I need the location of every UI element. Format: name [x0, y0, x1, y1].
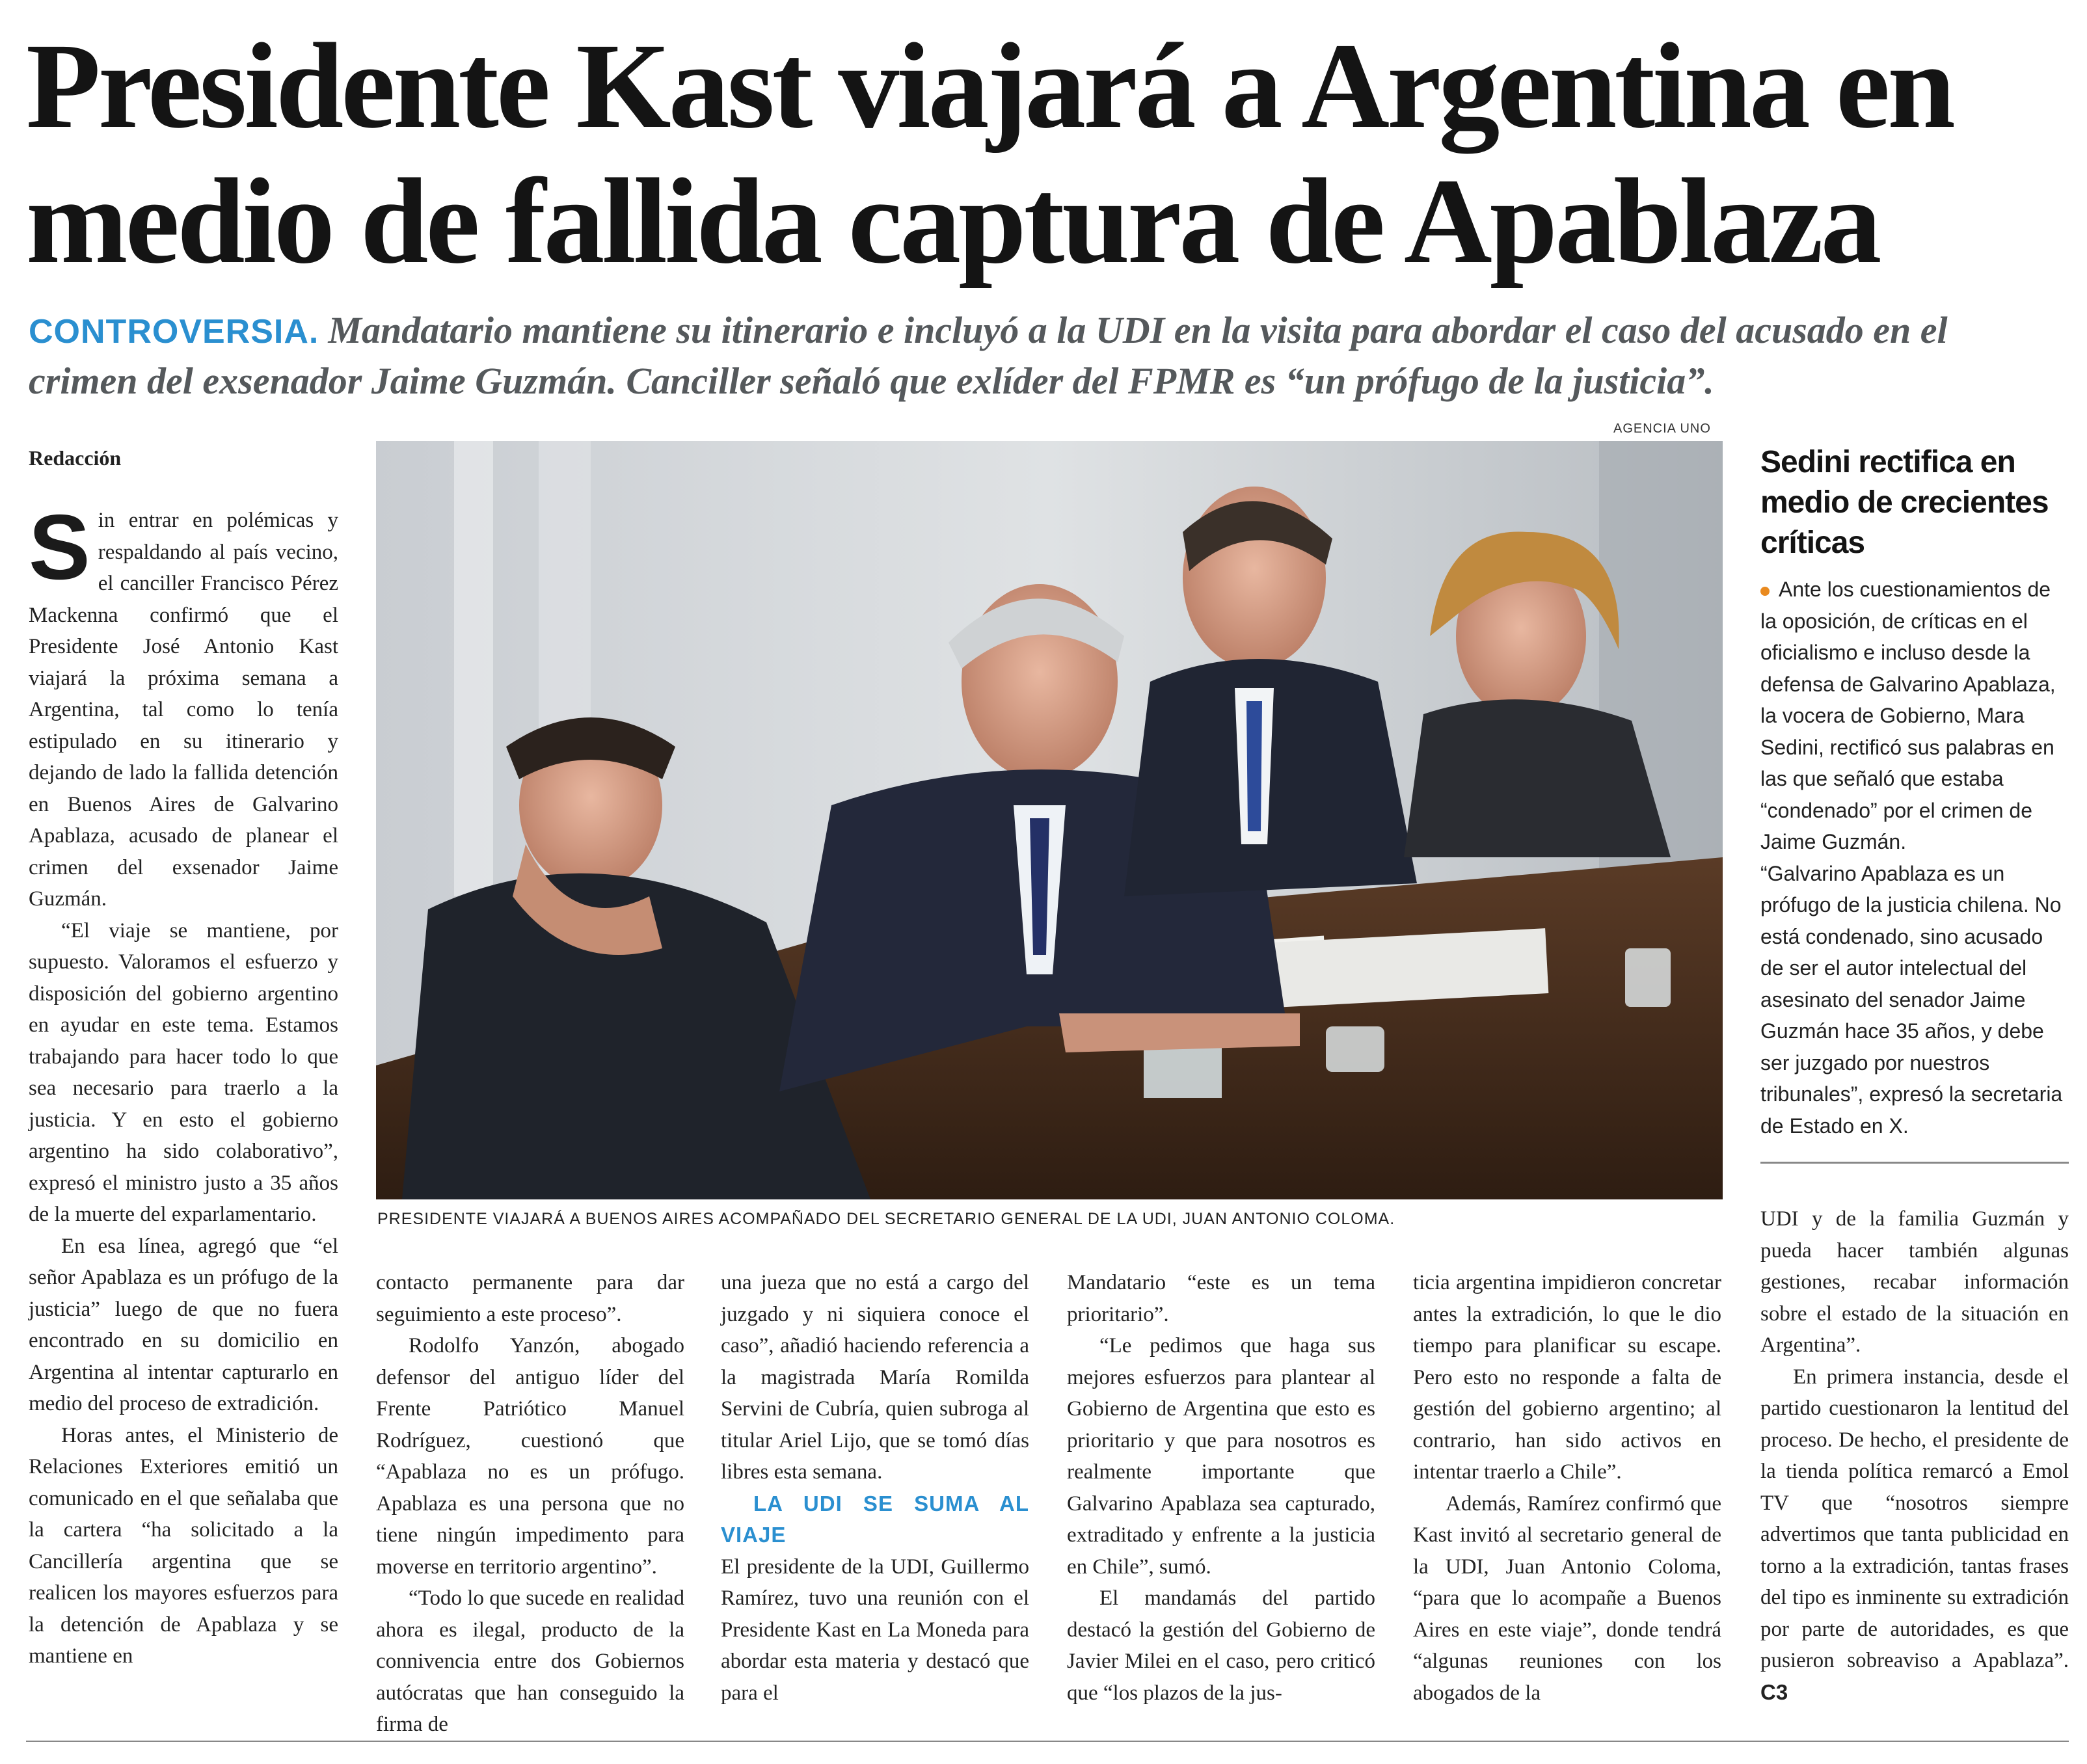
article-column-5 — [1413, 1267, 1721, 1709]
drop-cap: S — [29, 496, 90, 599]
sidebar-paragraph: “Galvarino Apablaza es un prófugo de la justicia chilena. No está condenado, sino acusado de ser el autor intelectual del asesinato del senador Jaime Guzmán hace 35 años, y debe ser juzgado por nuestros tribunales”, expresó la secretaria de Estado en X. — [1760, 861, 2063, 1138]
deck — [29, 306, 2045, 406]
paragraph: contacto permanente para dar seguimiento a este proceso”. — [376, 1271, 684, 1326]
lead-paragraph — [29, 496, 338, 915]
lead-text: in entrar en polémicas y respaldando al país vecino, el canciller Francisco Pérez Mackenna confirmó que el Presidente José Antonio Kast viajará la próxima semana a Argentina, tal como lo tenía estipulado en su itinerario y dejando de lado la fallida detención en Buenos Aires de Galvarino Apablaza, acusado de planear el crimen del exsenador Jaime Guzmán. — [29, 509, 338, 911]
paragraph — [1760, 1361, 2069, 1709]
paragraph: El presidente de la UDI, Guillermo Ramírez, tuvo una reunión con el Presidente Kast en La Moneda para abordar esta materia y destacó que para el — [721, 1555, 1029, 1705]
end-mark: C3 — [1760, 1679, 1788, 1704]
article-column-6 — [1760, 1203, 2069, 1709]
sidebar-divider — [1760, 1162, 2069, 1164]
paragraph: ticia argentina impidieron concretar antes la extradición, lo que le dio tiempo para planificar su escape. Pero esto no responde a falta de gestión del gobierno argentino; al contrario, han sido activos en intentar traerlo a Chile”. — [1413, 1271, 1721, 1484]
sidebar-body — [1760, 574, 2066, 1142]
paragraph: Rodolfo Yanzón, abogado defensor del antiguo líder del Frente Patriótico Manuel Rodríguez, cuestionó que “Apablaza no es un prófugo. Apablaza es una persona que no tiene ningún impedimento para moverse en territorio argentino”. — [376, 1334, 684, 1579]
sidebar-text: Ante los cuestionamientos de la oposición, de críticas en el oficialismo e incluso desde la defensa de Galvarino Apablaza, la vocera de Gobierno, Mara Sedini, rectificó sus palabras en las que señaló que estaba “condenado” por el crimen de Jaime Guzmán. — [1760, 578, 2056, 853]
photo-caption: PRESIDENTE VIAJARÁ A BUENOS AIRES ACOMPAÑADO DEL SECRETARIO GENERAL DE LA UDI, JUAN ANTONIO COLOMA. — [377, 1210, 1395, 1228]
paragraph: El mandamás del partido destacó la gestión del Gobierno de Javier Milei en el caso, pero criticó que “los plazos de la jus- — [1067, 1586, 1375, 1705]
paragraph: Horas antes, el Ministerio de Relaciones Exteriores emitió un comunicado en el que señalaba que la cartera “ha solicitado a la Cancillería argentina que se realicen los mayores esfuerzos para la detención de Apablaza y se mantiene en — [29, 1423, 338, 1668]
headline: Presidente Kast viajará a Argentina en medio de fallida captura de Apablaza — [26, 18, 1953, 289]
paragraph-text: En primera instancia, desde el partido cuestionaron la lentitud del proceso. De hecho, el presidente de la tienda política remarcó a Emol TV que “nosotros siempre advertimos que tanta publicidad en torno a la extradición, tantas frases del tipo es inminente su extradición por parte de autoridades, es que pusieron sobreaviso a Apablaza”. — [1760, 1365, 2069, 1672]
article-column-3 — [721, 1267, 1029, 1709]
paragraph: “Todo lo que sucede en realidad ahora es ilegal, producto de la connivencia entre dos Gobiernos autócratas que han conseguido la firma de — [376, 1586, 684, 1736]
deck-kicker: CONTROVERSIA. — [29, 313, 319, 351]
paragraph: En esa línea, agregó que “el señor Apablaza es un prófugo de la justicia” luego de que no fuera encontrado en su domicilio en Argentina al intentar capturarlo en medio del proceso de extradición. — [29, 1234, 338, 1415]
bottom-rule — [26, 1741, 2069, 1742]
paragraph: “Le pedimos que haga sus mejores esfuerzos para plantear al Gobierno de Argentina que esto es prioritario y que para nosotros es realmente importante que Galvarino Apablaza sea capturado, extraditado y enfrente a la justicia en Chile”, sumó. — [1067, 1334, 1375, 1579]
paragraph: Además, Ramírez confirmó que Kast invitó al secretario general de la UDI, Juan Antonio Coloma, “para que lo acompañe a Buenos Aires en este viaje”, donde tendrá “algunas reuniones con los abogados de la — [1413, 1491, 1721, 1705]
sidebar-paragraph — [1760, 574, 2066, 858]
paragraph: “El viaje se mantiene, por supuesto. Valoramos el esfuerzo y disposición del gobierno argentino en ayudar en este tema. Estamos trabajando para hacer todo lo que sea necesario para traerlo a la justicia. Y en esto el gobierno argentino ha sido colaborativo”, expresó el ministro justo a 35 años de la muerte del exparlamentario. — [29, 918, 338, 1226]
deck-text: Mandatario mantiene su itinerario e incluyó a la UDI en la visita para abordar el caso del acusado en el crimen del exsenador Jaime Guzmán. Canciller señaló que exlíder del FPMR es “un prófugo de la justicia”. — [29, 309, 1948, 402]
news-photo — [376, 441, 1723, 1199]
orange-bullet-icon — [1760, 587, 1770, 596]
article-column-1 — [29, 496, 338, 1672]
paragraph: UDI y de la familia Guzmán y pueda hacer también algunas gestiones, recabar información sobre el estado de la situación en Argentina”. — [1760, 1207, 2069, 1357]
paragraph: Mandatario “este es un tema prioritario”. — [1067, 1271, 1375, 1326]
subhead: LA UDI SE SUMA AL VIAJE — [721, 1491, 1029, 1547]
byline: Redacción — [29, 446, 122, 470]
photo-credit: AGENCIA UNO — [1613, 421, 1711, 436]
paragraph: una jueza que no está a cargo del juzgado y ni siquiera conoce el caso”, añadió haciendo referencia a la magistrada María Romilda Servini de Cubría, quien subroga al titular Ariel Lijo, que se tomó días libres esta semana. — [721, 1271, 1029, 1484]
article-column-2 — [376, 1267, 684, 1741]
sidebar-title: Sedini rectifica en medio de crecientes críticas — [1760, 445, 2049, 560]
meeting-photo-illustration — [376, 441, 1723, 1199]
article-column-4 — [1067, 1267, 1375, 1709]
